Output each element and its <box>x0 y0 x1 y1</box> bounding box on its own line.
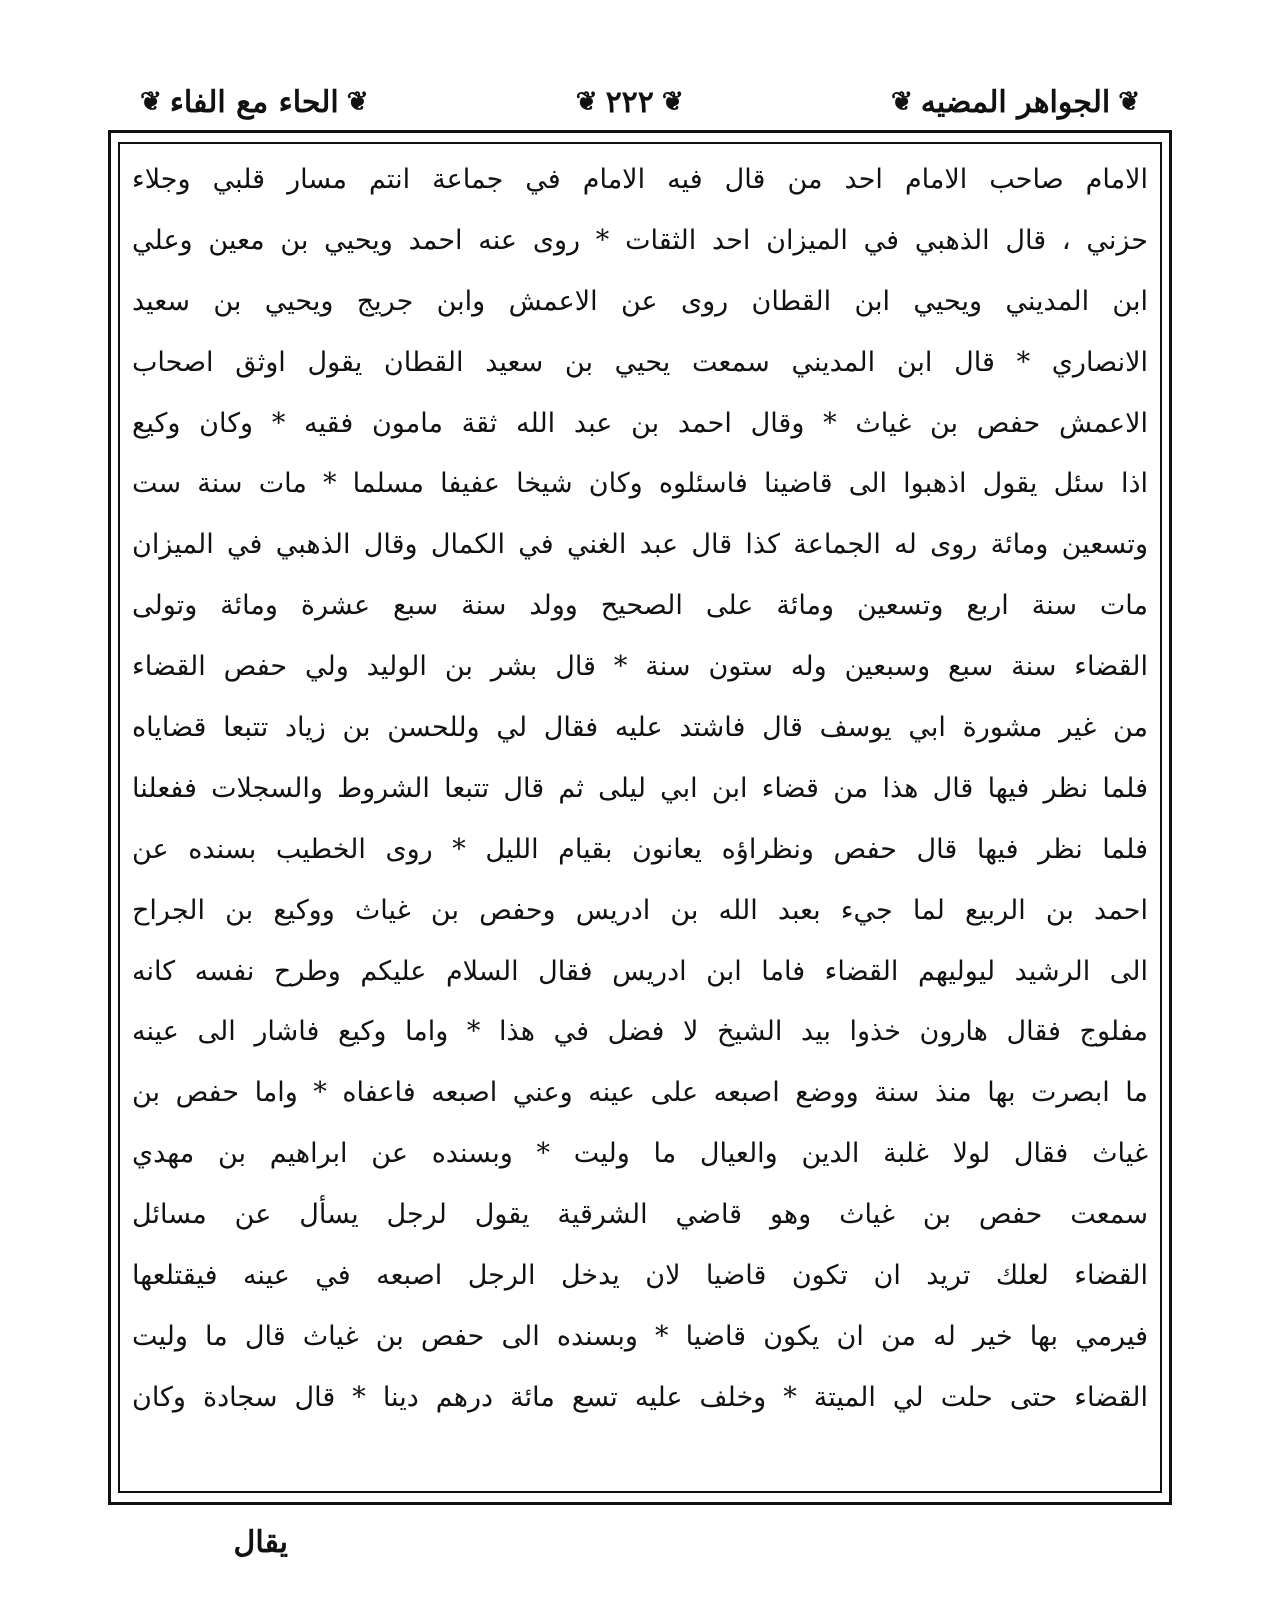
ornament-icon: ❦ <box>1118 87 1140 117</box>
text-line: وتسعين ومائة روى له الجماعة كذا قال عبد الغني في الكمال وقال الذهبي في الميزان <box>132 529 1148 561</box>
text-line: ابن المديني ويحيي ابن القطان روى عن الاعمش وابن جريج ويحيي بن سعيد <box>132 285 1148 317</box>
text-line: سمعت حفص بن غياث وهو قاضي الشرقية يقول لرجل يسأل عن مسائل <box>132 1199 1148 1231</box>
catchword: يقال <box>233 1525 288 1560</box>
body-text <box>132 150 1148 1490</box>
text-line: احمد بن الربيع لما جيء بعبد الله بن ادريس وحفص بن غياث ووكيع بن الجراح <box>132 894 1148 926</box>
text-line: اذا سئل يقول اذهبوا الى قاضينا فاسئلوه وكان شيخا عفيفا مسلما * مات سنة ست <box>132 468 1148 500</box>
text-line: الاعمش حفص بن غياث * وقال احمد بن عبد الله ثقة مامون فقيه * وكان وكيع <box>132 407 1148 439</box>
text-line: الانصاري * قال ابن المديني سمعت يحيي بن سعيد القطان يقول اوثق اصحاب <box>132 346 1148 378</box>
text-line: القضاء حتى حلت لي الميتة * وخلف عليه تسع مائة درهم دينا * قال سجادة وكان <box>132 1381 1148 1413</box>
page-header <box>140 78 1140 126</box>
ornament-icon: ❦ <box>890 87 913 117</box>
ornament-icon: ❦ <box>346 87 369 117</box>
text-line: الى الرشيد ليوليهم القضاء فاما ابن ادريس فقال السلام عليكم وطرح نفسه كانه <box>132 955 1148 987</box>
text-line: القضاء سنة سبع وسبعين وله ستون سنة * قال بشر بن الوليد ولي حفص القضاء <box>132 651 1148 683</box>
page-number-group <box>576 85 684 120</box>
text-line: فلما نظر فيها قال هذا من قضاء ابن ابي ليلى ثم قال تتبعا الشروط والسجلات ففعلنا <box>132 772 1148 804</box>
text-line: فلما نظر فيها قال حفص ونظراؤه يعانون بقيام الليل * روى الخطيب بسنده عن <box>132 833 1148 865</box>
ornament-icon: ❦ <box>661 87 684 117</box>
section-title: الحاء مع الفاء <box>169 84 339 120</box>
text-line: ما ابصرت بها منذ سنة ووضع اصبعه على عينه وعني اصبعه فاعفاه * واما حفص بن <box>132 1077 1148 1109</box>
running-title-left <box>140 85 369 120</box>
text-line: من غير مشورة ابي يوسف قال فاشتد عليه فقال لي وللحسن بن زياد تتبعا قضاياه <box>132 712 1148 744</box>
text-line: الامام صاحب الامام احد من قال فيه الامام في جماعة انتم مسار قلبي وجلاء <box>132 164 1148 195</box>
text-line: فيرمي بها خير له من ان يكون قاضيا * وبسنده الى حفص بن غياث قال ما وليت <box>132 1320 1148 1352</box>
ornament-icon: ❦ <box>140 87 162 117</box>
text-line: غياث فقال لولا غلبة الدين والعيال ما وليت * وبسنده عن ابراهيم بن مهدي <box>132 1138 1148 1170</box>
page-number: ٢٢٢ <box>605 84 654 120</box>
text-line: القضاء لعلك تريد ان تكون قاضيا لان يدخل الرجل اصبعه في عينه فيقتلعها <box>132 1260 1148 1292</box>
text-line: مفلوج فقال هارون خذوا بيد الشيخ لا فضل في هذا * واما وكيع فاشار الى عينه <box>132 1016 1148 1048</box>
ornament-icon: ❦ <box>575 87 598 117</box>
running-title-right <box>891 85 1140 120</box>
text-line: حزني ، قال الذهبي في الميزان احد الثقات * روى عنه احمد ويحيي بن معين وعلي <box>132 224 1148 256</box>
book-title: الجواهر المضيه <box>920 84 1111 120</box>
text-line: مات سنة اربع وتسعين ومائة على الصحيح وولد سنة سبع عشرة ومائة وتولى <box>132 590 1148 622</box>
